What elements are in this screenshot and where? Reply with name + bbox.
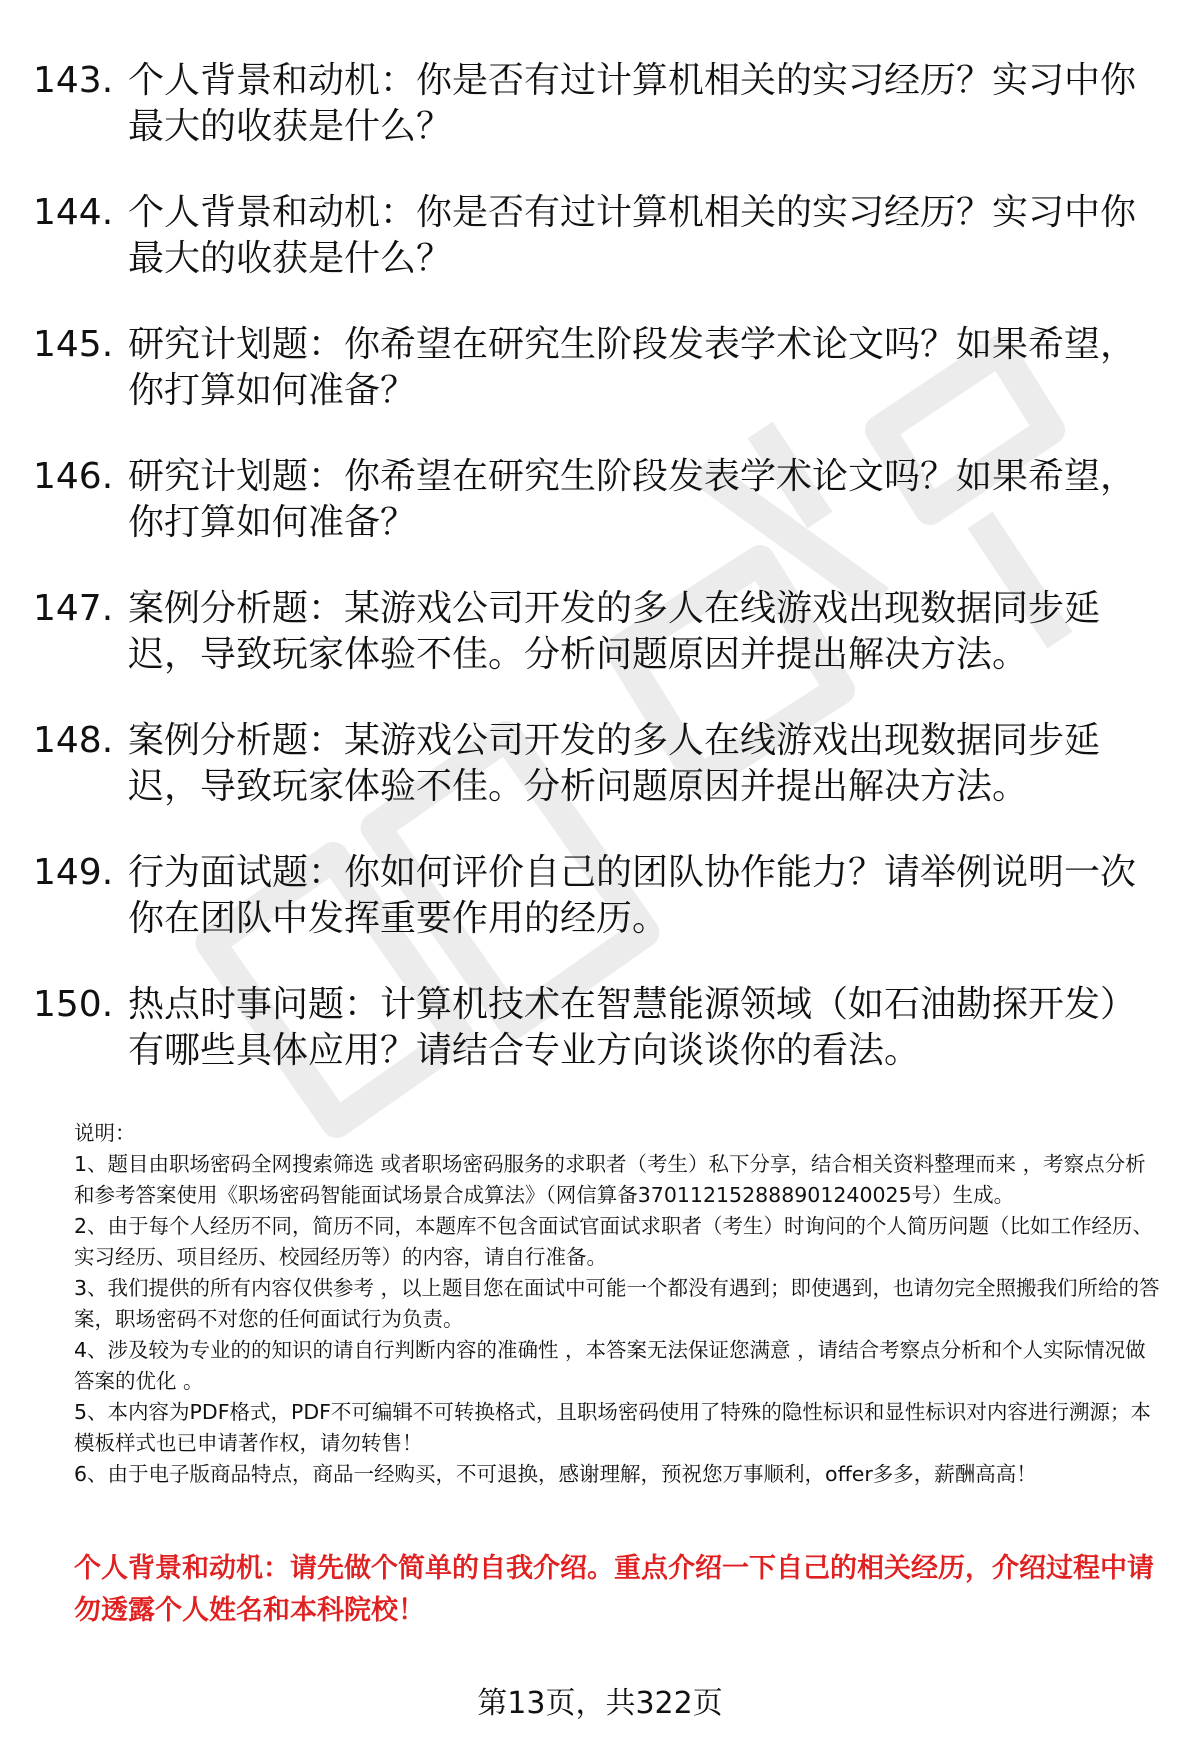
highlight-question: 个人背景和动机：请先做个简单的自我介绍。重点介绍一下自己的相关经历，介绍过程中请勿透露个人姓名和本科院校！ — [74, 1553, 1154, 1626]
note-item: 6、由于电子版商品特点，商品一经购买，不可退换，感谢理解，预祝您万事顺利，offer多多，薪酬高高！ — [74, 1462, 1037, 1486]
question-item — [0, 850, 1200, 982]
question-number: 148. — [33, 720, 114, 761]
question-text: 研究计划题：你希望在研究生阶段发表学术论文吗？如果希望，你打算如何准备？ — [128, 456, 1137, 543]
note-item: 3、我们提供的所有内容仅供参考 ，以上题目您在面试中可能一个都没有遇到；即使遇到，也请勿完全照搬我们所给的答案，职场密码不对您的任何面试行为负责。 — [74, 1276, 1160, 1331]
notes-section — [74, 1118, 1164, 1490]
question-number: 147. — [33, 588, 114, 629]
note-item: 4、涉及较为专业的的知识的请自行判断内容的准确性 ，本答案无法保证您满意 ，请结合考察点分析和个人实际情况做答案的优化 。 — [74, 1338, 1146, 1393]
question-item — [0, 190, 1200, 322]
question-text: 行为面试题：你如何评价自己的团队协作能力？请举例说明一次你在团队中发挥重要作用的经历。 — [128, 852, 1137, 939]
note-item: 5、本内容为PDF格式，PDF不可编辑不可转换格式，且职场密码使用了特殊的隐性标识和显性标识对内容进行溯源；本模板样式也已申请著作权，请勿转售！ — [74, 1400, 1151, 1455]
page-number-footer: 第13页，共322页 — [477, 1686, 723, 1721]
question-text: 个人背景和动机：你是否有过计算机相关的实习经历？实习中你最大的收获是什么？ — [128, 60, 1137, 147]
notes-heading: 说明： — [74, 1121, 136, 1145]
question-number: 145. — [33, 324, 114, 365]
question-item — [0, 586, 1200, 718]
question-text: 案例分析题：某游戏公司开发的多人在线游戏出现数据同步延迟，导致玩家体验不佳。分析问题原因并提出解决方法。 — [128, 588, 1101, 675]
question-text: 研究计划题：你希望在研究生阶段发表学术论文吗？如果希望，你打算如何准备？ — [128, 324, 1137, 411]
note-item: 1、题目由职场密码全网搜索筛选 或者职场密码服务的求职者（考生）私下分享，结合相关资料整理而来 ，考察点分析和参考答案使用《职场密码智能面试场景合成算法》（网信算备370112152888901240025号）生成。 — [74, 1152, 1146, 1207]
question-list — [0, 58, 1200, 1114]
question-item — [0, 718, 1200, 850]
question-item — [0, 454, 1200, 586]
note-item: 2、由于每个人经历不同，简历不同，本题库不包含面试官面试求职者（考生）时询问的个人简历问题（比如工作经历、实习经历、项目经历、校园经历等）的内容，请自行准备。 — [74, 1214, 1154, 1269]
question-text: 热点时事问题：计算机技术在智慧能源领域（如石油勘探开发）有哪些具体应用？请结合专业方向谈谈你的看法。 — [128, 984, 1137, 1071]
question-item — [0, 58, 1200, 190]
question-text: 个人背景和动机：你是否有过计算机相关的实习经历？实习中你最大的收获是什么？ — [128, 192, 1137, 279]
question-number: 144. — [33, 192, 114, 233]
question-number: 150. — [33, 984, 114, 1025]
question-item — [0, 322, 1200, 454]
question-number: 149. — [33, 852, 114, 893]
question-item — [0, 982, 1200, 1114]
question-number: 143. — [33, 60, 114, 101]
question-text: 案例分析题：某游戏公司开发的多人在线游戏出现数据同步延迟，导致玩家体验不佳。分析问题原因并提出解决方法。 — [128, 720, 1101, 807]
question-number: 146. — [33, 456, 114, 497]
